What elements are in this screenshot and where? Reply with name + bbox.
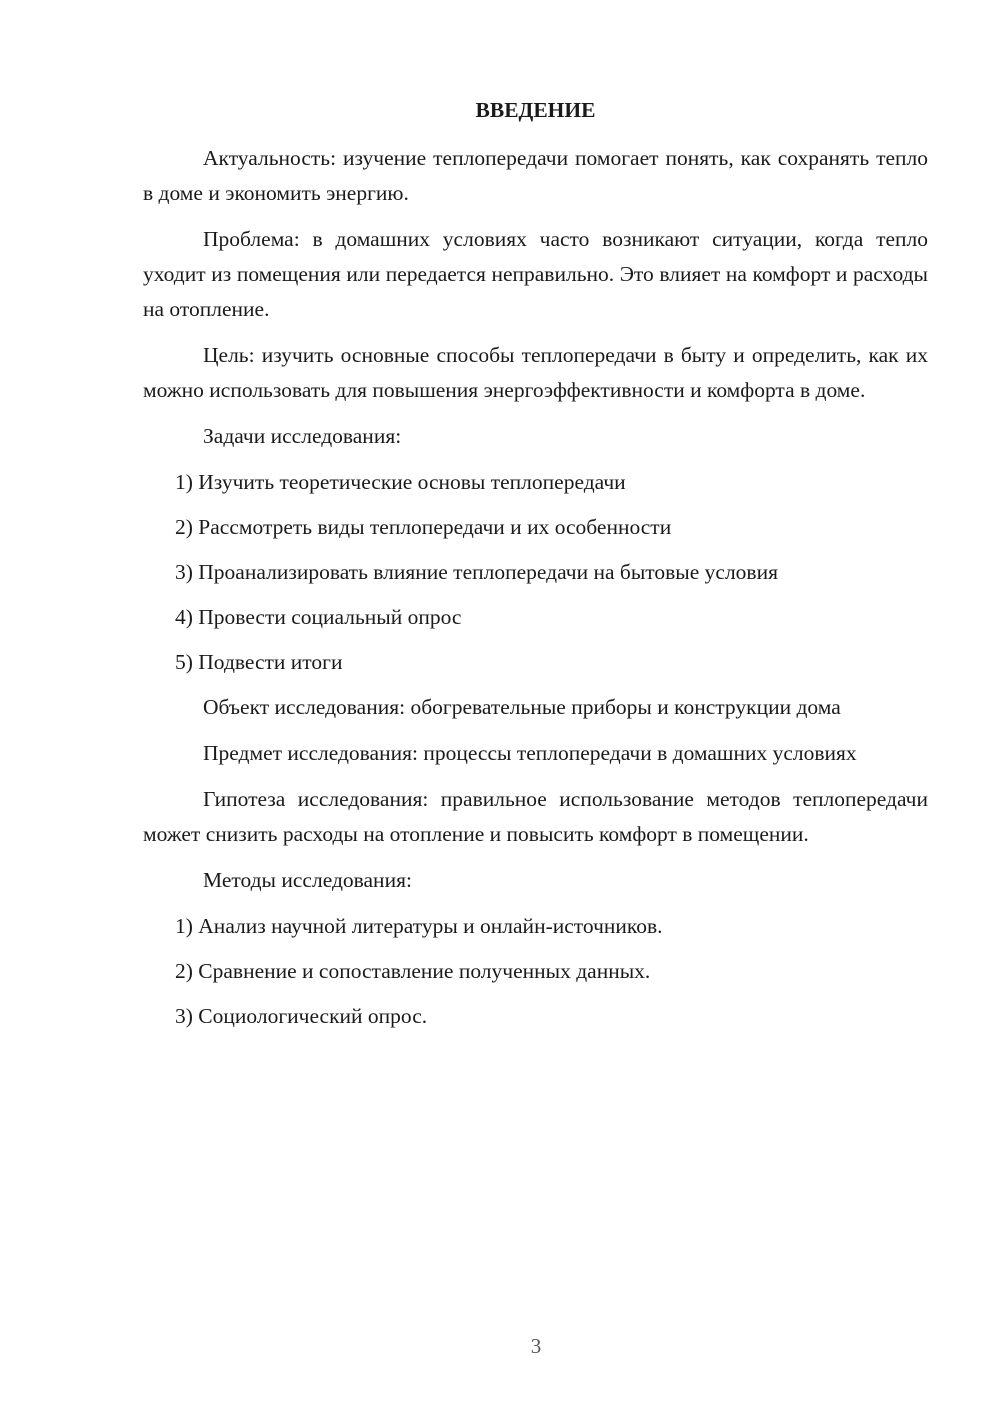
tasks-list [143,465,928,680]
section-title: ВВЕДЕНИЕ [475,98,596,122]
methods-list [143,909,928,1034]
subject-paragraph: Предмет исследования: процессы теплопередачи в домашних условиях [203,741,857,765]
page-number: 3 [530,1334,542,1358]
list-item: 3) Социологический опрос. [175,1004,428,1028]
relevance-paragraph: Актуальность: изучение теплопередачи помогает понять, как сохранять тепло в доме и экономить энергию. [143,146,928,205]
object-paragraph: Объект исследования: обогревательные приборы и конструкции дома [203,695,841,719]
list-item: 5) Подвести итоги [175,650,343,674]
list-item: 1) Анализ научной литературы и онлайн-источников. [175,914,663,938]
list-item: 2) Рассмотреть виды теплопередачи и их особенности [175,515,672,539]
methods-heading: Методы исследования: [203,868,412,892]
page-content [143,95,928,1044]
problem-paragraph: Проблема: в домашних условиях часто возникают ситуации, когда тепло уходит из помещения или передается неправильно. Это влияет на комфорт и расходы на отопление. [143,227,928,321]
hypothesis-paragraph: Гипотеза исследования: правильное использование методов теплопередачи может снизить расходы на отопление и повысить комфорт в помещении. [143,787,928,846]
list-item: 2) Сравнение и сопоставление полученных данных. [175,959,651,983]
tasks-heading: Задачи исследования: [203,424,402,448]
goal-paragraph: Цель: изучить основные способы теплопередачи в быту и определить, как их можно использовать для повышения энергоэффективности и комфорта в доме. [143,343,928,402]
list-item: 4) Провести социальный опрос [175,605,462,629]
list-item: 3) Проанализировать влияние теплопередачи на бытовые условия [175,560,778,584]
list-item: 1) Изучить теоретические основы теплопередачи [175,470,626,494]
